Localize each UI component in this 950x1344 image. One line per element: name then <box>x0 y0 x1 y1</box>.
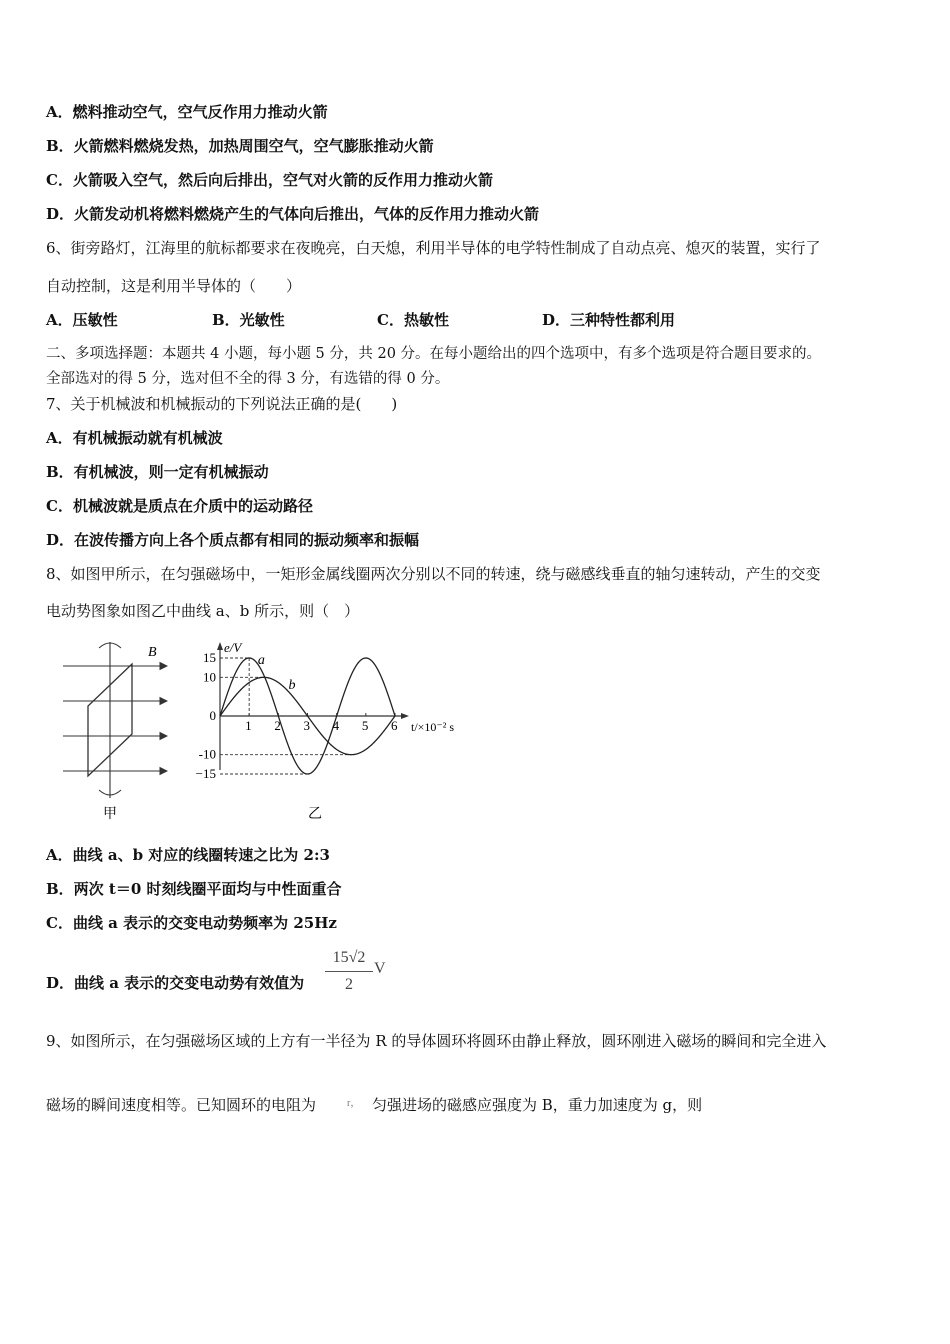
figure-yi-et-graph <box>190 636 480 828</box>
q6-option-b: B．光敏性 <box>212 311 285 329</box>
q6-option-d: D．三种特性都利用 <box>542 311 676 329</box>
x-tick-label: 1 <box>245 718 252 733</box>
q8-d-fraction <box>325 948 373 995</box>
section2-instructions-line1: 二、多项选择题：本题共 4 小题，每小题 5 分，共 20 分。在每小题给出的四个选项中，有多个选项是符合题目要求的。 <box>46 346 822 362</box>
figure-label-jia: 甲 <box>103 807 117 822</box>
field-label: B <box>148 645 157 660</box>
q9-stem-line2a: 磁场的瞬间速度相等。已知圆环的电阻为 <box>46 1096 317 1114</box>
q9-stem-line1: 9、如图所示，在匀强磁场区域的上方有一半径为 R 的导体圆环将圆环由静止释放，圆环刚进入磁场的瞬间和完全进入 <box>46 1032 827 1050</box>
q6-option-c: C．热敏性 <box>377 311 449 329</box>
y-tick-label: 0 <box>209 708 216 723</box>
q5-option-c: C．火箭吸入空气，然后向后排出，空气对火箭的反作用力推动火箭 <box>46 171 493 189</box>
y-tick-label: -10 <box>198 746 216 762</box>
y-tick-label: 15 <box>203 650 216 665</box>
x-axis-label: t/×10⁻² s <box>411 720 455 734</box>
q8-option-b: B．两次 t＝0 时刻线圈平面均与中性面重合 <box>46 880 342 898</box>
y-tick-label: 10 <box>203 669 216 685</box>
x-tick-label: 3 <box>303 718 310 733</box>
q6-stem-line1: 6、街旁路灯，江海里的航标都要求在夜晚亮，白天熄，利用半导体的电学特性制成了自动点亮、熄灭的装置，实行了 <box>46 239 821 257</box>
series-a-label: a <box>257 653 265 668</box>
section2-instructions-line2: 全部选对的得 5 分，选对但不全的得 3 分，有选错的得 0 分。 <box>46 371 450 387</box>
y-axis-label: e/V <box>224 640 242 655</box>
q8-option-d: D．曲线 a 表示的交变电动势有效值为 <box>46 974 305 992</box>
x-tick-label: 4 <box>332 718 340 733</box>
q6-option-a: A．压敏性 <box>46 311 118 329</box>
q9-stem-line2b: 匀强进场的磁感应强度为 B，重力加速度为 g，则 <box>372 1096 703 1114</box>
series-b-label: b <box>288 677 296 693</box>
q7-option-a: A．有机械振动就有机械波 <box>46 429 223 447</box>
q8-stem-line1: 8、如图甲所示，在匀强磁场中，一矩形金属线圈两次分别以不同的转速，绕与磁感线垂直的轴匀速转动，产生的交变 <box>46 565 821 583</box>
q8-option-c: C．曲线 a 表示的交变电动势频率为 25Hz <box>46 914 337 932</box>
q8-d-unit: V <box>374 960 386 977</box>
figure-jia-coil <box>55 636 185 826</box>
field-lines <box>63 666 167 771</box>
x-axis-arrow <box>401 713 409 719</box>
q8-stem-line2: 电动势图象如图乙中曲线 a、b 所示，则（ ） <box>46 602 360 620</box>
q7-option-c: C．机械波就是质点在介质中的运动路径 <box>46 497 313 515</box>
q7-option-d: D．在波传播方向上各个质点都有相同的振动频率和振幅 <box>46 531 420 549</box>
fraction-denominator: 2 <box>345 976 353 993</box>
q5-option-b: B．火箭燃料燃烧发热，加热周围空气，空气膨胀推动火箭 <box>46 137 434 155</box>
q8-option-a: A．曲线 a、b 对应的线圈转速之比为 2:3 <box>46 846 330 864</box>
fraction-bar <box>325 971 373 972</box>
q6-stem-line2: 自动控制，这是利用半导体的（ ） <box>46 277 302 295</box>
q7-stem: 7、关于机械波和机械振动的下列说法正确的是( ) <box>46 395 398 413</box>
x-tick-label: 6 <box>391 718 398 733</box>
q7-option-b: B．有机械波，则一定有机械振动 <box>46 463 269 481</box>
q5-option-a: A．燃料推动空气，空气反作用力推动火箭 <box>46 103 328 121</box>
fraction-numerator: 15√2 <box>332 949 366 966</box>
y-axis-arrow <box>217 642 223 650</box>
q5-option-d: D．火箭发动机将燃料燃烧产生的气体向后推出，气体的反作用力推动火箭 <box>46 205 540 223</box>
x-tick-label: 5 <box>361 718 369 733</box>
q9-resistance-symbol: r， <box>347 1098 361 1109</box>
x-tick-label: 2 <box>274 718 281 733</box>
y-tick-label: −15 <box>195 766 216 781</box>
figure-label-yi: 乙 <box>308 807 322 822</box>
